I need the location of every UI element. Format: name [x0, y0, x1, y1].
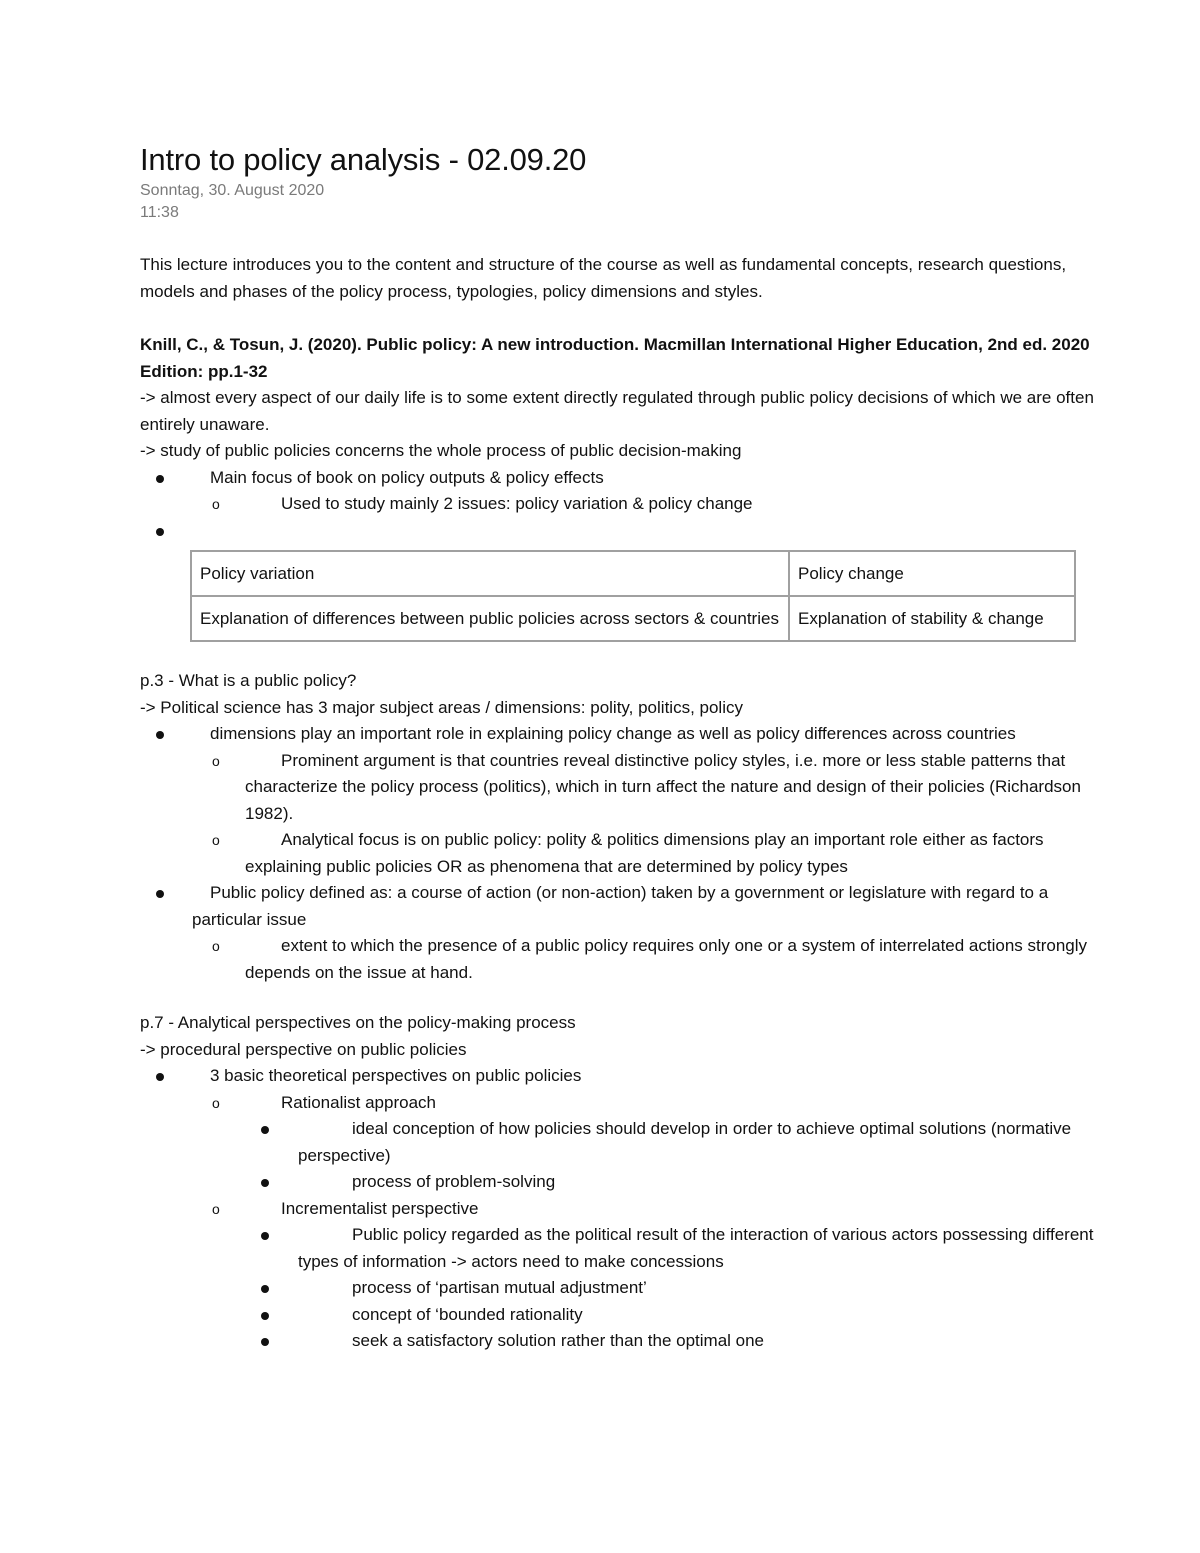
bullet-icon	[156, 528, 164, 536]
list-item-text: concept of ‘bounded rationality	[352, 1304, 583, 1324]
circle-bullet-icon: o	[212, 1094, 220, 1111]
section1-line2: -> study of public policies concerns the whole process of public decision-making	[140, 441, 742, 460]
list-item	[140, 1090, 1100, 1117]
circle-bullet-icon: o	[212, 496, 220, 512]
bullet-icon	[156, 890, 164, 898]
table-header-cell: Policy variation	[191, 551, 789, 596]
bullet-icon	[156, 1073, 164, 1081]
table-cell: Explanation of stability & change	[789, 596, 1075, 641]
list-item-text: 3 basic theoretical perspectives on public policies	[210, 1066, 582, 1085]
page-title: Intro to policy analysis - 02.09.20	[140, 142, 587, 177]
circle-bullet-icon: o	[212, 938, 220, 954]
list-item	[140, 1063, 1100, 1090]
circle-bullet-icon: o	[212, 832, 220, 848]
list-item-text: Public policy regarded as the political result of the interaction of various actors possessing different types of information -> actors need to make concessions	[298, 1225, 1094, 1271]
section1-line1: -> almost every aspect of our daily life is to some extent directly regulated through public policy decisions of which we are often entirely unaware.	[140, 388, 1094, 434]
list-item	[140, 1222, 1100, 1275]
list-item-text: process of problem-solving	[352, 1172, 556, 1191]
list-item-text: Analytical focus is on public policy: polity & politics dimensions play an important role either as factors explaining public policies OR as phenomena that are determined by policy types	[245, 830, 1044, 876]
list-item-text: dimensions play an important role in explaining policy change as well as policy differences across countries	[210, 724, 1016, 743]
bullet-icon	[261, 1312, 269, 1320]
list-item	[140, 465, 1100, 492]
table-header-row	[191, 551, 1075, 596]
time-label: 11:38	[140, 204, 179, 221]
bullet-icon	[261, 1126, 269, 1134]
bullet-icon	[261, 1338, 269, 1346]
list-item	[140, 748, 1100, 828]
bullet-icon	[156, 731, 164, 739]
bullet-icon	[261, 1285, 269, 1293]
bullet-icon	[156, 475, 164, 483]
section2-heading: p.3 - What is a public policy?	[140, 671, 357, 690]
reference-citation: Knill, C., & Tosun, J. (2020). Public policy: A new introduction. Macmillan International Higher Education, 2nd ed. 2020 Edition: pp.1-32	[140, 335, 1090, 381]
list-item	[140, 491, 1100, 518]
comparison-table	[190, 550, 1076, 642]
table-row	[191, 596, 1075, 641]
section3-line1: -> procedural perspective on public policies	[140, 1039, 467, 1059]
list-item-text: Used to study mainly 2 issues: policy variation & policy change	[281, 494, 753, 513]
list-item-text: Prominent argument is that countries reveal distinctive policy styles, i.e. more or less stable patterns that characterize the policy process (politics), which in turn affect the nature and design of their policies (Richardson 1982).	[245, 750, 1081, 823]
list-item-text: Public policy defined as: a course of action (or non-action) taken by a government or legislature with regard to a particular issue	[192, 883, 1049, 929]
list-item	[140, 880, 1100, 933]
document-page	[140, 140, 1100, 1355]
list-item-text: ideal conception of how policies should develop in order to achieve optimal solutions (normative perspective)	[298, 1119, 1072, 1165]
list-item-text: process of ‘partisan mutual adjustment’	[352, 1278, 647, 1297]
bullet-icon	[261, 1179, 269, 1187]
circle-bullet-icon: o	[212, 752, 220, 769]
list-item	[140, 827, 1100, 880]
circle-bullet-icon: o	[212, 1200, 220, 1217]
list-item-text: Rationalist approach	[281, 1092, 436, 1112]
section2-line1: -> Political science has 3 major subject areas / dimensions: polity, politics, policy	[140, 697, 743, 717]
list-item	[140, 1275, 1100, 1302]
list-item	[140, 1169, 1100, 1196]
list-item	[140, 1116, 1100, 1169]
list-item	[140, 1302, 1100, 1329]
table-header-cell: Policy change	[789, 551, 1075, 596]
list-item	[140, 1196, 1100, 1223]
list-item-text: Main focus of book on policy outputs & policy effects	[210, 467, 604, 487]
list-item	[140, 518, 1100, 545]
list-item	[140, 1328, 1100, 1355]
list-item	[140, 721, 1100, 748]
list-item-text: seek a satisfactory solution rather than the optimal one	[352, 1331, 765, 1350]
list-item-text: Incrementalist perspective	[281, 1198, 479, 1218]
list-item	[140, 933, 1100, 986]
section3-heading: p.7 - Analytical perspectives on the policy-making process	[140, 1013, 576, 1032]
intro-paragraph: This lecture introduces you to the content and structure of the course as well as fundamental concepts, research questions, models and phases of the policy process, typologies, policy dimensions and styles.	[140, 255, 1067, 301]
bullet-icon	[261, 1232, 269, 1240]
date-label: Sonntag, 30. August 2020	[140, 182, 325, 199]
table-cell: Explanation of differences between public policies across sectors & countries	[191, 596, 789, 641]
list-item-text: extent to which the presence of a public policy requires only one or a system of interrelated actions strongly depends on the issue at hand.	[245, 936, 1088, 982]
